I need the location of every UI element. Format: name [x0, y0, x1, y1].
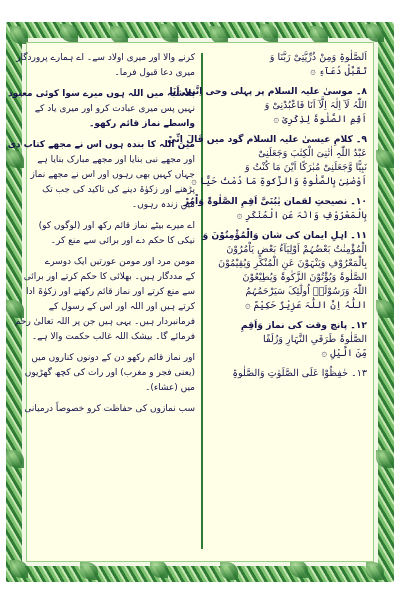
text-line: (یعنی فجر و مغرب) اور رات کی کچھ گھڑیوں [24, 368, 195, 378]
text-line: اللّٰہُ اِنَّ اللّٰہَ عَزِیْزٌ حَکِیْمٌ ۞ [244, 300, 367, 311]
text-line: کرتے ہیں اور اللہ اور اس کے رسول کے [48, 302, 195, 312]
text-line: الصَّلٰوۃَ طَرَفَیِ النَّہَارِ وَزُلَفًا [263, 334, 367, 345]
text-line: اور نماز قائم رکھو دن کے دونوں کناروں میں [31, 353, 195, 363]
text-line: الصَّلٰوۃَ وَیُؤْتُوْنَ الزَّکٰوۃَ وَیُطِیْعُوْنَ [242, 272, 367, 283]
text-line: اور مجھے نبی بنایا اور مجھے مبارک بنایا ہے [37, 155, 195, 165]
text-line: اے میرے بیٹے نماز قائم رکھ اور (لوگوں کو) [38, 221, 195, 231]
text-line: بلاشبہ میں اللہ ہوں میرے سوا کوئی معبود [8, 89, 195, 99]
text-line: عَبْدُ اللّٰہِ اٰتٰنِیَ الْکِتٰبَ وَجَعَلَنِیْ [258, 148, 367, 159]
leaf-ornament [150, 560, 168, 578]
text-line: بِالْمَعْرُوْفِ وَانْہَ عَنِ الْمُنْکَرِ ۞ [236, 210, 367, 221]
text-line: میں زندہ رہوں۔ [131, 200, 195, 210]
text-line: سے منع کرتے اور نماز قائم رکھتے اور زکوٰۃ ادا [26, 287, 195, 297]
leaf-ornament [376, 450, 394, 468]
text-line: نہیں پس میری عبادت کرو اور میری یاد کے [34, 104, 195, 114]
text-line: میری دعا قبول فرما۔ [114, 68, 195, 78]
text-line: پڑھنے اور زکوٰۃ دینے کی تاکید کی جب تک [42, 185, 195, 195]
leaf-ornament [366, 24, 384, 42]
leaf-ornament [220, 562, 238, 580]
text-line: فرمائے گا۔ بیشک اللہ غالب حکمت والا ہے۔ [31, 332, 195, 342]
text-line: میں اللہ کا بندہ ہوں اس نے مجھے کتاب دی [7, 140, 195, 150]
text-line: اَلصَّلٰوۃِ وَمِنْ ذُرِّیَّتِیْ رَبَّنَا وَ [269, 52, 367, 63]
text-line: نَبِیًّا وَّجَعَلَنِیْ مُبٰرَکًا اَیْنَ مَا کُنْتُ وَ [245, 162, 367, 173]
text-line: تَقَبَّلْ دُعَآءِ ۞ [310, 66, 367, 77]
leaf-ornament [290, 560, 308, 578]
text-line: اَقِمِ الصَّلٰوۃَ لِذِکْرِیْ ۞ [273, 114, 367, 125]
leaf-ornament [366, 562, 384, 580]
leaf-ornament [10, 560, 28, 578]
leaf-ornament [60, 24, 78, 42]
leaf-ornament [80, 562, 98, 580]
urdu-translation-column [7, 51, 195, 551]
leaf-ornament [376, 150, 394, 168]
text-line: ۸۔ موسیٰ علیہ السلام پر پہلی وحی اِنَّنِیْ اَنَا [169, 86, 367, 97]
text-line: واسطے نماز قائم رکھو۔ [89, 119, 195, 129]
text-line: سب نمازوں کی حفاظت کرو خصوصاً درمیانی [24, 404, 195, 414]
text-line: کے مددگار ہیں۔ بھلائی کا حکم کرتے اور برائی [23, 272, 195, 282]
leaf-ornament [376, 300, 394, 318]
text-line: اللّٰہَ وَرَسُوْلَہٗ اُولٰٓئِکَ سَیَرْحَمُہُمُ [245, 286, 367, 297]
leaf-ornament [260, 24, 278, 42]
text-line: بِالْمَعْرُوْفِ وَیَنْہَوْنَ عَنِ الْمُنْکَرِ وَیُقِیْمُوْنَ [218, 258, 367, 269]
text-line: میں (عشاء)۔ [145, 383, 195, 393]
text-line: فرمانبردار ہیں۔ یہی ہیں جن پر اللہ تعالیٰ رحم [14, 317, 195, 327]
text-line: اللّٰہُ لَآ اِلٰہَ اِلَّآ اَنَا فَاعْبُدْنِیْ وَ [264, 100, 367, 111]
text-line: ۱۲۔ پانچ وقت کی نماز وَاَقِمِ [240, 320, 367, 331]
text-line: ۹۔ کلامِ عیسیٰ علیہ السلام گود میں قَالَ اِنِّیْ [167, 134, 367, 145]
text-line: ۱۳۔ حٰفِظُوْا عَلَی الصَّلَوٰتِ وَالصَّلٰوۃِ [232, 368, 367, 379]
text-line: مومن مرد اور مومن عورتیں ایک دوسرے [44, 257, 195, 267]
text-line: ۱۰۔ نصیحتِ لقمان یٰبُنَیَّ اَقِمِ الصَّلٰوۃَ وَاْمُرْ [183, 196, 367, 207]
text-line: الْمُؤْمِنٰتُ بَعْضُہُمْ اَوْلِیَآءُ بَعْضٍ یَاْمُرُوْنَ [226, 244, 367, 255]
text-line: جہاں کہیں بھی رہوں اور اس نے مجھے نماز [30, 170, 195, 180]
text-panel [7, 42, 374, 562]
leaf-ornament [6, 450, 24, 468]
text-line: نیکی کا حکم دے اور برائی سے منع کر۔ [50, 236, 195, 246]
text-line: مِّنَ الَّیْلِ ۞ [321, 348, 367, 359]
text-line: اَوْصٰنِیْ بِالصَّلٰوۃِ وَالزَّکٰوۃِ مَا دُمْتُ حَیًّا ۞ [191, 176, 367, 187]
text-line: ۱۱۔ اہلِ ایمان کی شان وَالْمُؤْمِنُوْنَ وَ [202, 230, 367, 241]
leaf-ornament [160, 24, 178, 42]
text-line: کرنے والا اور میری اولاد سے۔ اے ہمارے پروردگار [16, 53, 195, 63]
